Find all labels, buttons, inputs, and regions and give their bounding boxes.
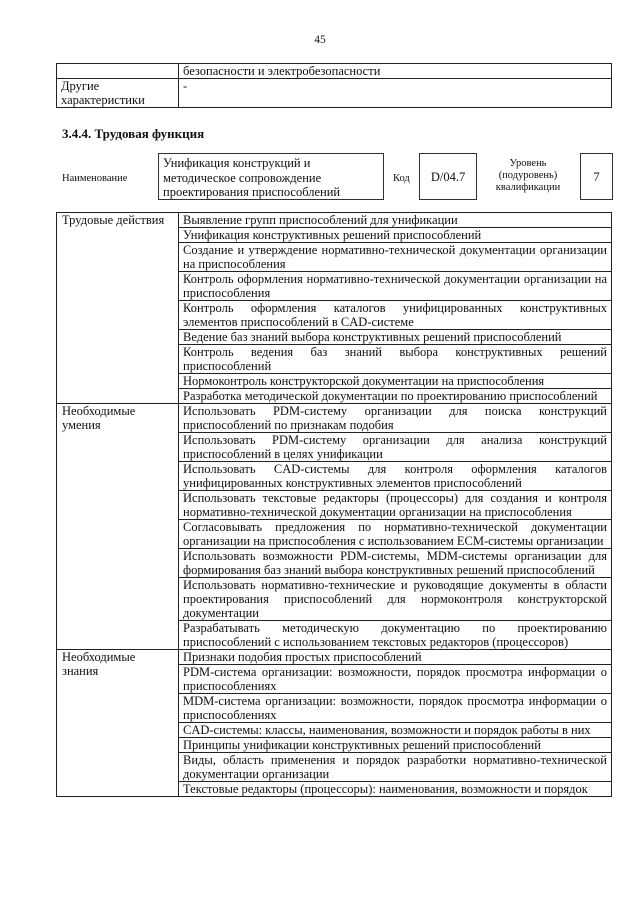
- item-cell: CAD-системы: классы, наименования, возможности и порядок работы в них: [179, 723, 612, 738]
- table-row: [57, 213, 612, 228]
- labour-function-table: [56, 212, 612, 797]
- item-cell: Контроль оформления каталогов унифицированных конструктивных элементов приспособлений в CAD-системе: [179, 301, 612, 330]
- code-label: Код: [393, 173, 410, 184]
- item-cell: Использовать CAD-системы для контроля оформления каталогов унифицированных конструктивных элементов приспособлений: [179, 462, 612, 491]
- row-label: [57, 64, 179, 79]
- item-cell: Разработка методической документации по проектированию приспособлений: [179, 389, 612, 404]
- item-cell: Унификация конструктивных решений приспособлений: [179, 228, 612, 243]
- qualification-level-label: Уровень (подуровень) квалификации: [495, 158, 561, 193]
- row-label: Другие характеристики: [57, 79, 179, 108]
- section-heading: 3.4.4. Трудовая функция: [62, 126, 205, 141]
- item-cell: Разрабатывать методическую документацию по проектированию приспособлений с использованием текстовых редакторов (процессоров): [179, 621, 612, 650]
- page-number: 45: [314, 34, 326, 46]
- category-cell: Трудовые действия: [57, 213, 179, 404]
- category-cell: Необходимые знания: [57, 650, 179, 797]
- item-cell: Контроль ведения баз знаний выбора конструктивных решений приспособлений: [179, 345, 612, 374]
- item-cell: Использовать возможности PDM-системы, MDM-системы организации для формирования баз знаний выбора конструктивных решений приспособлений: [179, 549, 612, 578]
- item-cell: Признаки подобия простых приспособлений: [179, 650, 612, 665]
- table-row: [57, 79, 612, 108]
- previous-function-table: [56, 63, 612, 108]
- table-row: [57, 650, 612, 665]
- item-cell: Ведение баз знаний выбора конструктивных решений приспособлений: [179, 330, 612, 345]
- name-label: Наименование: [62, 173, 128, 184]
- item-cell: Выявление групп приспособлений для унификации: [179, 213, 612, 228]
- item-cell: Текстовые редакторы (процессоры): наименования, возможности и порядок: [179, 782, 612, 797]
- item-cell: PDM-система организации: возможности, порядок просмотра информации о приспособлениях: [179, 665, 612, 694]
- row-value: безопасности и электробезопасности: [179, 64, 612, 79]
- item-cell: Контроль оформления нормативно-технической документации организации на приспособления: [179, 272, 612, 301]
- item-cell: Использовать PDM-систему организации для поиска конструкций приспособлений по признакам подобия: [179, 404, 612, 433]
- item-cell: Принципы унификации конструктивных решений приспособлений: [179, 738, 612, 753]
- item-cell: Виды, область применения и порядок разработки нормативно-технической документации организации: [179, 753, 612, 782]
- category-cell: Необходимые умения: [57, 404, 179, 650]
- item-cell: Создание и утверждение нормативно-технической документации организации на приспособления: [179, 243, 612, 272]
- item-cell: Согласовывать предложения по нормативно-технической документации организации на приспособления с использованием ECM-системы организации: [179, 520, 612, 549]
- item-cell: Использовать текстовые редакторы (процессоры) для создания и контроля нормативно-технической документации организации на приспособления: [179, 491, 612, 520]
- table-row: [57, 64, 612, 79]
- item-cell: MDM-система организации: возможности, порядок просмотра информации о приспособлениях: [179, 694, 612, 723]
- function-code-box: D/04.7: [419, 153, 477, 200]
- qualification-level-box: 7: [580, 153, 613, 200]
- function-name-box: Унификация конструкций и методическое сопровождение проектирования приспособлений: [158, 153, 384, 200]
- table-row: [57, 404, 612, 433]
- row-value: -: [179, 79, 612, 108]
- item-cell: Использовать PDM-систему организации для анализа конструкций приспособлений в целях унификации: [179, 433, 612, 462]
- item-cell: Использовать нормативно-технические и руководящие документы в области проектирования приспособлений для нормоконтроля конструкторской документации: [179, 578, 612, 621]
- item-cell: Нормоконтроль конструкторской документации на приспособления: [179, 374, 612, 389]
